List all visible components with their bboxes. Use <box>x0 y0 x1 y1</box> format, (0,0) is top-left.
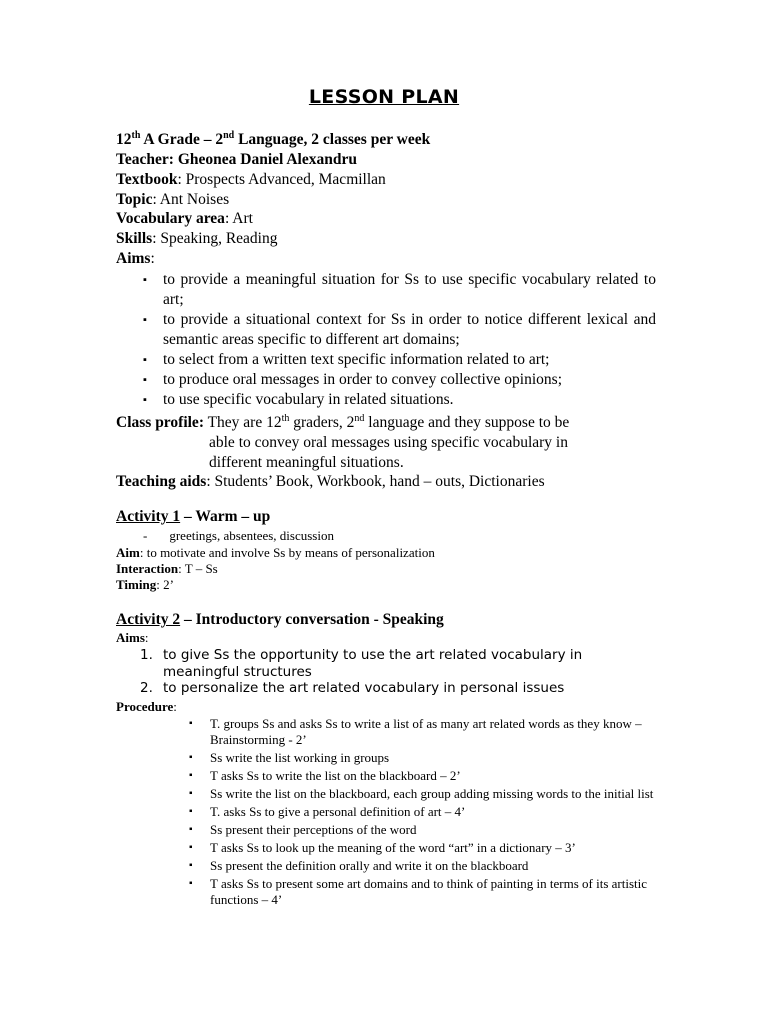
list-item: ▪ to produce oral messages in order to convey collective opinions; <box>143 371 563 388</box>
class-profile-line-1: Class profile: They are 12th graders, 2nd language and they suppose to be <box>116 412 570 431</box>
bullet-icon: ▪ <box>189 860 193 871</box>
page-title: LESSON PLAN <box>308 86 460 108</box>
list-item: 1. to give Ss the opportunity to use the art related vocabulary in meaningful structures <box>140 647 583 680</box>
list-item: ▪ to provide a situational context for Ss in order to notice different lexical and semantic areas specific to different art domains; <box>143 311 656 348</box>
class-profile-line-3: different meaningful situations. <box>209 454 404 471</box>
vocabulary-line: Vocabulary area: Art <box>116 210 253 227</box>
list-item: ▪ T. asks Ss to give a personal definition of art – 4’ <box>189 804 466 819</box>
grade-line: 12th A Grade – 2nd Language, 2 classes per week <box>116 129 431 148</box>
bullet-icon: ▪ <box>189 788 193 799</box>
teacher-line: Teacher: Gheonea Daniel Alexandru <box>116 151 357 168</box>
aims-heading: Aims: <box>116 250 155 267</box>
bullet-icon: ▪ <box>143 354 147 366</box>
activity-1-interaction: Interaction: T – Ss <box>116 561 218 576</box>
bullet-icon: ▪ <box>189 842 193 853</box>
list-item: ▪ T asks Ss to look up the meaning of the word “art” in a dictionary – 3’ <box>189 840 576 855</box>
list-item: ▪ Ss write the list working in groups <box>189 750 390 765</box>
procedure-heading: Procedure: <box>116 699 177 714</box>
bullet-icon: ▪ <box>143 374 147 386</box>
bullet-icon: ▪ <box>189 878 193 889</box>
grade-number: 12 <box>116 131 132 148</box>
bullet-icon: ▪ <box>143 274 147 286</box>
bullet-icon: ▪ <box>189 806 193 817</box>
bullet-icon: ▪ <box>143 314 147 326</box>
bullet-icon: ▪ <box>189 770 193 781</box>
teaching-aids-line: Teaching aids: Students’ Book, Workbook, hand – outs, Dictionaries <box>116 473 545 490</box>
list-item: ▪ T asks Ss to write the list on the blackboard – 2’ <box>189 768 461 783</box>
bullet-icon: ▪ <box>143 394 147 406</box>
class-profile <box>116 413 656 473</box>
list-item: ▪ Ss present the definition orally and write it on the blackboard <box>189 858 529 873</box>
activity-1-item: - greetings, absentees, discussion <box>143 528 334 543</box>
activity-1-heading: Activity 1 – Warm – up <box>116 508 271 525</box>
bullet-icon: ▪ <box>189 718 193 729</box>
list-item: ▪ Ss write the list on the blackboard, each group adding missing words to the initial list <box>189 786 654 801</box>
class-profile-line-2: able to convey oral messages using specific vocabulary in <box>209 434 568 451</box>
activity-2-aims-heading: Aims: <box>116 630 149 645</box>
activity-1-aim: Aim: to motivate and involve Ss by means of personalization <box>116 545 435 560</box>
list-item: ▪ to provide a meaningful situation for Ss to use specific vocabulary related to art; <box>143 271 656 308</box>
textbook-line: Textbook: Prospects Advanced, Macmillan <box>116 171 386 188</box>
bullet-icon: ▪ <box>189 824 193 835</box>
bullet-icon: ▪ <box>189 752 193 763</box>
list-item: ▪ to select from a written text specific information related to art; <box>143 351 550 368</box>
aims-list <box>116 270 656 410</box>
topic-line: Topic: Ant Noises <box>116 191 230 208</box>
activity-2-heading: Activity 2 – Introductory conversation - Speaking <box>116 611 444 628</box>
list-item: ▪ T. groups Ss and asks Ss to write a list of as many art related words as they know – Brainstorming - 2’ <box>189 716 642 747</box>
list-item: 2. to personalize the art related vocabulary in personal issues <box>140 680 565 696</box>
list-item: ▪ T asks Ss to present some art domains and to think of painting in terms of its artistic functions – 4’ <box>189 876 648 907</box>
list-item: ▪ Ss present their perceptions of the word <box>189 822 417 837</box>
activity-1-timing: Timing: 2’ <box>116 577 174 592</box>
activity-2-aims-list <box>116 647 656 697</box>
procedure-list <box>116 716 656 910</box>
list-item: ▪ to use specific vocabulary in related situations. <box>143 391 454 408</box>
skills-line: Skills: Speaking, Reading <box>116 230 278 247</box>
